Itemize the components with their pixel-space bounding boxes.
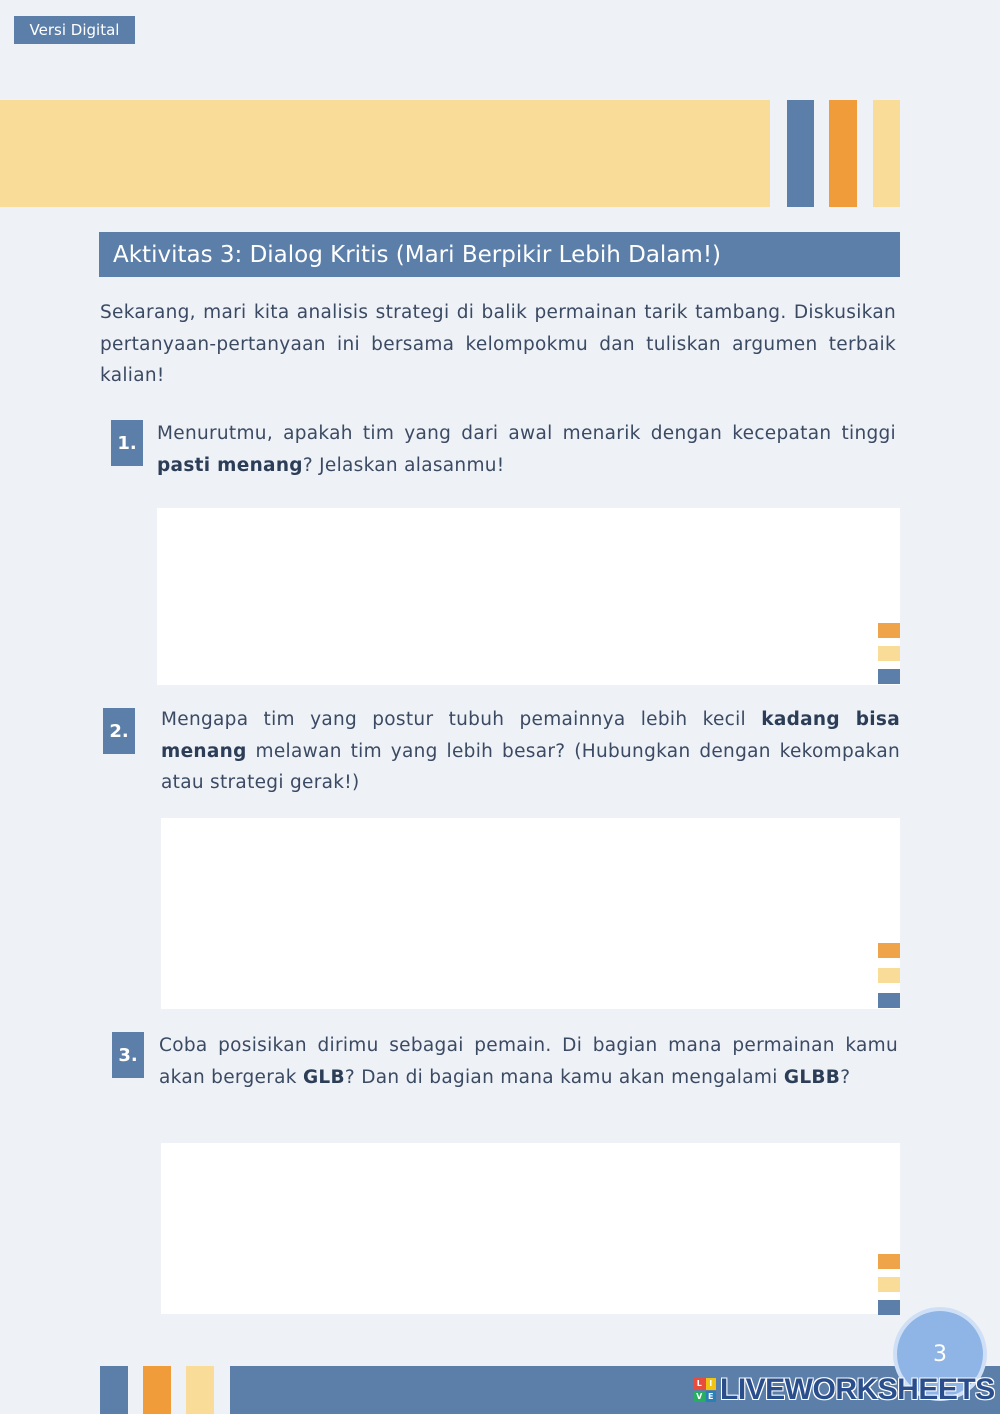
logo-letter-l: L <box>694 1378 705 1390</box>
header-band <box>0 100 770 207</box>
header-stripe-blue <box>787 100 814 207</box>
question-3-emphasis-glb: GLB <box>302 1066 345 1088</box>
question-3-text-a: Coba posisikan dirimu sebagai pemain. Di bagian mana permainan kamu akan bergerak <box>159 1035 898 1088</box>
answer-box-3[interactable] <box>161 1143 900 1314</box>
brand-text: LIVEWORKSHEETS <box>720 1373 995 1406</box>
answer-2-deco-yellow <box>878 968 900 983</box>
question-text-1 <box>157 418 896 481</box>
question-3-text-b: ? Dan di bagian mana kamu akan mengalami <box>344 1066 784 1088</box>
liveworksheets-brand[interactable] <box>694 1374 995 1406</box>
activity-intro: Sekarang, mari kita analisis strategi di balik permainan tarik tambang. Diskusikan pertanyaan-pertanyaan ini bersama kelompokmu dan tuliskan argumen terbaik kalian! <box>100 302 896 386</box>
answer-1-deco-blue <box>878 669 900 684</box>
question-1-text-a: Menurutmu, apakah tim yang dari awal menarik dengan kecepatan tinggi <box>157 423 896 444</box>
question-number-3: 3. <box>112 1032 144 1078</box>
header-stripe-orange <box>829 100 857 207</box>
answer-3-deco-blue <box>878 1300 900 1315</box>
footer-stripe-blue <box>100 1366 128 1414</box>
question-3-emphasis-glbb: GLBB <box>783 1066 841 1088</box>
question-number-2: 2. <box>103 708 135 754</box>
activity-title: Aktivitas 3: Dialog Kritis (Mari Berpikir Lebih Dalam!) <box>99 232 900 277</box>
question-1-text-b: ? Jelaskan alasanmu! <box>302 454 505 476</box>
answer-box-1[interactable] <box>157 508 900 685</box>
liveworksheets-logo-icon <box>694 1378 716 1402</box>
page-number-badge: 3 <box>897 1311 983 1397</box>
logo-letter-v: V <box>694 1391 705 1403</box>
version-tag: Versi Digital <box>14 16 135 44</box>
question-2-text-b: melawan tim yang lebih besar? (Hubungkan dengan kekompakan atau strategi gerak!) <box>161 740 900 793</box>
answer-3-deco-yellow <box>878 1277 900 1292</box>
footer-stripe-yellow <box>186 1366 214 1414</box>
question-3-text-c: ? <box>840 1066 851 1088</box>
question-text-2 <box>161 704 900 799</box>
question-1-emphasis: pasti menang <box>157 454 303 476</box>
answer-1-deco-yellow <box>878 646 900 661</box>
question-number-1: 1. <box>111 420 143 466</box>
answer-2-deco-blue <box>878 993 900 1008</box>
logo-letter-i: I <box>706 1378 717 1390</box>
answer-box-2[interactable] <box>161 818 900 1009</box>
answer-2-deco-orange <box>878 943 900 958</box>
question-2-emphasis: kadang bisa menang <box>161 709 901 762</box>
header-stripe-yellow <box>873 100 900 207</box>
answer-1-deco-orange <box>878 623 900 638</box>
question-2-text-a: Mengapa tim yang postur tubuh pemainnya lebih kecil <box>161 709 762 730</box>
answer-3-deco-orange <box>878 1254 900 1269</box>
question-text-3 <box>159 1030 898 1093</box>
footer-stripe-orange <box>143 1366 171 1414</box>
logo-letter-e: E <box>706 1391 717 1403</box>
